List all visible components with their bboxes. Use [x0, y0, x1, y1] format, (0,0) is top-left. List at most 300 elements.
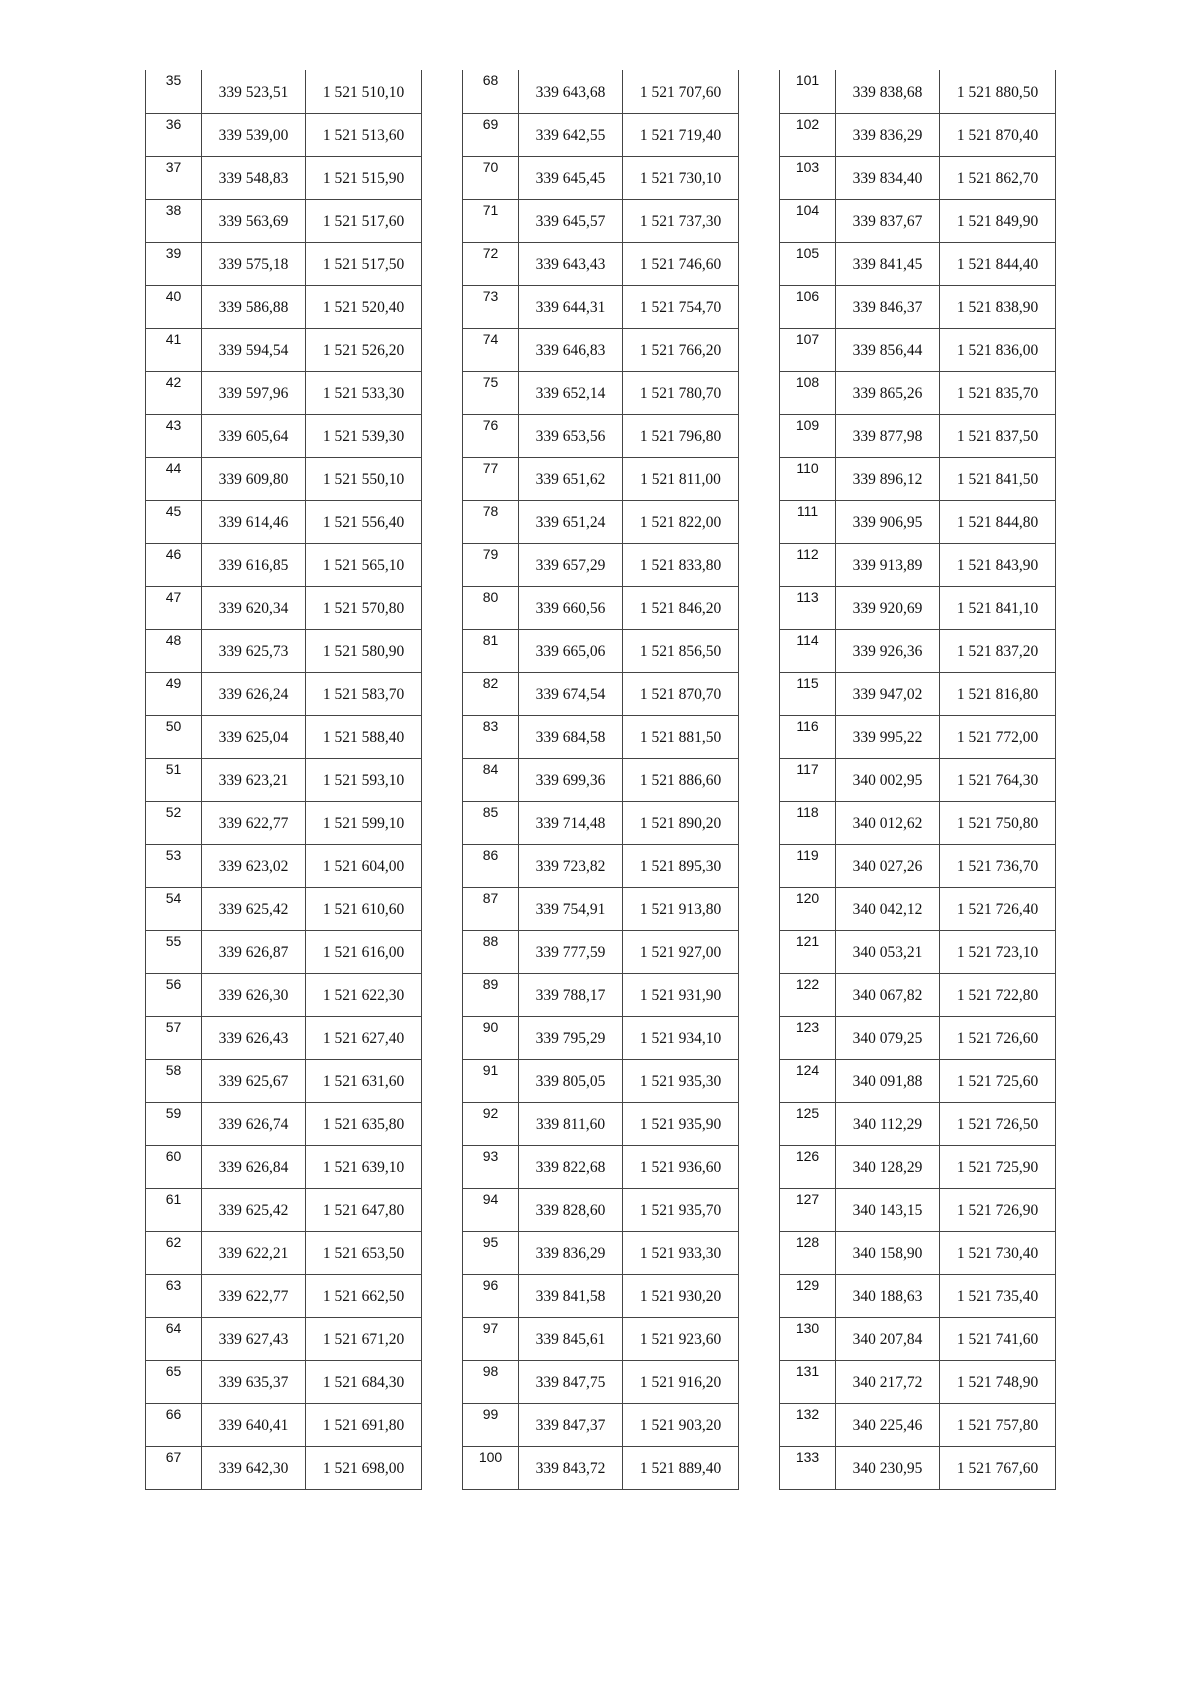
point-number: 56 — [165, 975, 182, 992]
point-number-cell — [463, 672, 519, 715]
x-coordinate: 339 609,80 — [218, 471, 289, 488]
y-coordinate-cell — [306, 1059, 422, 1102]
point-number: 104 — [795, 201, 820, 218]
y-coordinate-cell — [940, 1059, 1056, 1102]
y-coordinate: 1 521 767,60 — [956, 1460, 1039, 1477]
table-row — [780, 844, 1056, 887]
y-coordinate-cell — [940, 1360, 1056, 1403]
y-coordinate: 1 521 550,10 — [322, 471, 405, 488]
y-coordinate-cell — [306, 156, 422, 199]
table-row — [146, 930, 422, 973]
y-coordinate: 1 521 725,90 — [956, 1159, 1039, 1176]
table-row — [146, 1145, 422, 1188]
x-coordinate-cell — [519, 801, 623, 844]
table-row — [146, 414, 422, 457]
x-coordinate-cell — [519, 285, 623, 328]
point-number-cell — [146, 1102, 202, 1145]
table-row — [780, 543, 1056, 586]
point-number-cell — [780, 1145, 836, 1188]
table-row — [463, 801, 739, 844]
x-coordinate-cell — [202, 156, 306, 199]
y-coordinate-cell — [940, 1317, 1056, 1360]
x-coordinate-cell — [519, 1446, 623, 1489]
x-coordinate-cell — [519, 887, 623, 930]
y-coordinate: 1 521 916,20 — [639, 1374, 722, 1391]
point-number-cell — [146, 1231, 202, 1274]
point-number: 116 — [796, 717, 819, 734]
y-coordinate: 1 521 822,00 — [639, 514, 722, 531]
point-number-cell — [463, 285, 519, 328]
x-coordinate-cell — [202, 1231, 306, 1274]
point-number: 126 — [795, 1147, 820, 1164]
table-row — [780, 973, 1056, 1016]
x-coordinate: 339 626,87 — [218, 944, 289, 961]
x-coordinate-cell — [202, 1446, 306, 1489]
table-row — [463, 1403, 739, 1446]
table-row — [780, 1446, 1056, 1489]
table-row — [146, 629, 422, 672]
table-row — [463, 199, 739, 242]
table-row — [146, 844, 422, 887]
table-row — [780, 70, 1056, 113]
y-coordinate-cell — [940, 629, 1056, 672]
y-coordinate: 1 521 835,70 — [956, 385, 1039, 402]
table-row — [146, 801, 422, 844]
point-number-cell — [146, 500, 202, 543]
x-coordinate: 339 635,37 — [218, 1374, 289, 1391]
x-coordinate: 339 660,56 — [535, 600, 606, 617]
point-number-cell — [463, 1446, 519, 1489]
table-row — [146, 1102, 422, 1145]
table-row — [146, 973, 422, 1016]
x-coordinate-cell — [202, 1403, 306, 1446]
point-number: 120 — [795, 889, 820, 906]
x-coordinate-cell — [836, 543, 940, 586]
y-coordinate: 1 521 725,60 — [956, 1073, 1039, 1090]
y-coordinate-cell — [623, 930, 739, 973]
point-number-cell — [780, 930, 836, 973]
x-coordinate: 340 128,29 — [852, 1159, 923, 1176]
y-coordinate-cell — [623, 1231, 739, 1274]
x-coordinate: 340 053,21 — [852, 944, 923, 961]
x-coordinate-cell — [836, 1016, 940, 1059]
table-row — [463, 758, 739, 801]
x-coordinate-cell — [202, 1317, 306, 1360]
y-coordinate: 1 521 836,00 — [956, 342, 1039, 359]
table-row — [463, 1145, 739, 1188]
x-coordinate: 339 614,46 — [218, 514, 289, 531]
y-coordinate-cell — [306, 113, 422, 156]
point-number: 99 — [482, 1405, 499, 1422]
x-coordinate: 339 622,77 — [218, 815, 289, 832]
y-coordinate-cell — [623, 285, 739, 328]
table-row — [780, 113, 1056, 156]
x-coordinate-cell — [836, 930, 940, 973]
y-coordinate: 1 521 935,70 — [639, 1202, 722, 1219]
coordinate-table-body — [463, 70, 739, 1489]
point-number-cell — [146, 1016, 202, 1059]
point-number: 117 — [796, 760, 819, 777]
point-number-cell — [463, 414, 519, 457]
point-number-cell — [146, 199, 202, 242]
y-coordinate-cell — [940, 1188, 1056, 1231]
y-coordinate: 1 521 730,40 — [956, 1245, 1039, 1262]
x-coordinate-cell — [202, 70, 306, 113]
y-coordinate: 1 521 635,80 — [322, 1116, 405, 1133]
x-coordinate-cell — [519, 457, 623, 500]
point-number: 53 — [165, 846, 182, 863]
x-coordinate-cell — [202, 113, 306, 156]
y-coordinate: 1 521 604,00 — [322, 858, 405, 875]
x-coordinate-cell — [202, 629, 306, 672]
x-coordinate: 339 625,42 — [218, 1202, 289, 1219]
x-coordinate: 339 622,21 — [218, 1245, 289, 1262]
table-row — [146, 715, 422, 758]
table-row — [780, 672, 1056, 715]
table-row — [780, 586, 1056, 629]
y-coordinate-cell — [940, 672, 1056, 715]
table-row — [146, 371, 422, 414]
point-number-cell — [780, 199, 836, 242]
y-coordinate-cell — [306, 1016, 422, 1059]
point-number-cell — [146, 371, 202, 414]
x-coordinate-cell — [836, 586, 940, 629]
point-number-cell — [146, 586, 202, 629]
point-number-cell — [463, 758, 519, 801]
x-coordinate: 339 926,36 — [852, 643, 923, 660]
y-coordinate: 1 521 736,70 — [956, 858, 1039, 875]
table-row — [780, 887, 1056, 930]
table-row — [463, 1446, 739, 1489]
point-number: 81 — [482, 631, 499, 648]
x-coordinate: 340 067,82 — [852, 987, 923, 1004]
x-coordinate: 339 847,75 — [535, 1374, 606, 1391]
x-coordinate: 340 027,26 — [852, 858, 923, 875]
point-number-cell — [463, 1059, 519, 1102]
x-coordinate-cell — [836, 1317, 940, 1360]
point-number: 39 — [165, 244, 182, 261]
x-coordinate: 339 795,29 — [535, 1030, 606, 1047]
x-coordinate: 339 653,56 — [535, 428, 606, 445]
x-coordinate: 340 112,29 — [852, 1116, 923, 1133]
point-number-cell — [780, 242, 836, 285]
y-coordinate-cell — [623, 1317, 739, 1360]
table-row — [146, 1403, 422, 1446]
x-coordinate: 339 896,12 — [852, 471, 923, 488]
y-coordinate-cell — [306, 543, 422, 586]
y-coordinate-cell — [940, 242, 1056, 285]
y-coordinate-cell — [623, 844, 739, 887]
point-number-cell — [780, 758, 836, 801]
point-number: 83 — [482, 717, 499, 734]
table-row — [463, 543, 739, 586]
x-coordinate-cell — [519, 113, 623, 156]
point-number: 41 — [165, 330, 182, 347]
y-coordinate-cell — [940, 1231, 1056, 1274]
y-coordinate: 1 521 846,20 — [639, 600, 722, 617]
point-number: 54 — [165, 889, 182, 906]
y-coordinate: 1 521 927,00 — [639, 944, 722, 961]
x-coordinate: 340 143,15 — [852, 1202, 923, 1219]
point-number: 65 — [165, 1362, 182, 1379]
x-coordinate-cell — [202, 586, 306, 629]
point-number: 44 — [165, 459, 182, 476]
x-coordinate-cell — [836, 199, 940, 242]
y-coordinate: 1 521 599,10 — [322, 815, 405, 832]
point-number: 43 — [165, 416, 182, 433]
x-coordinate-cell — [836, 500, 940, 543]
point-number-cell — [780, 586, 836, 629]
point-number-cell — [780, 1102, 836, 1145]
y-coordinate-cell — [623, 1102, 739, 1145]
y-coordinate-cell — [940, 1145, 1056, 1188]
y-coordinate-cell — [940, 1102, 1056, 1145]
point-number: 52 — [165, 803, 182, 820]
table-row — [780, 285, 1056, 328]
table-row — [146, 156, 422, 199]
y-coordinate: 1 521 684,30 — [322, 1374, 405, 1391]
point-number: 111 — [796, 502, 819, 519]
point-number: 37 — [165, 158, 182, 175]
point-number-cell — [780, 1403, 836, 1446]
table-row — [780, 1059, 1056, 1102]
x-coordinate: 339 539,00 — [218, 127, 289, 144]
point-number-cell — [146, 1274, 202, 1317]
point-number: 97 — [482, 1319, 499, 1336]
x-coordinate-cell — [519, 629, 623, 672]
x-coordinate: 340 042,12 — [852, 901, 923, 918]
point-number: 58 — [165, 1061, 182, 1078]
x-coordinate-cell — [836, 1446, 940, 1489]
y-coordinate: 1 521 593,10 — [322, 772, 405, 789]
point-number-cell — [780, 285, 836, 328]
y-coordinate: 1 521 889,40 — [639, 1460, 722, 1477]
x-coordinate-cell — [519, 543, 623, 586]
y-coordinate-cell — [623, 973, 739, 1016]
x-coordinate-cell — [519, 586, 623, 629]
y-coordinate-cell — [940, 328, 1056, 371]
y-coordinate-cell — [306, 285, 422, 328]
y-coordinate: 1 521 772,00 — [956, 729, 1039, 746]
table-row — [780, 328, 1056, 371]
x-coordinate: 339 563,69 — [218, 213, 289, 230]
y-coordinate: 1 521 890,20 — [639, 815, 722, 832]
y-coordinate-cell — [623, 1403, 739, 1446]
point-number-cell — [463, 1360, 519, 1403]
point-number: 118 — [796, 803, 819, 820]
x-coordinate-cell — [836, 328, 940, 371]
point-number-cell — [780, 70, 836, 113]
point-number-cell — [780, 672, 836, 715]
y-coordinate: 1 521 588,40 — [322, 729, 405, 746]
y-coordinate: 1 521 698,00 — [322, 1460, 405, 1477]
x-coordinate: 340 158,90 — [852, 1245, 923, 1262]
x-coordinate: 339 640,41 — [218, 1417, 289, 1434]
x-coordinate: 339 947,02 — [852, 686, 923, 703]
y-coordinate-cell — [306, 199, 422, 242]
point-number: 48 — [165, 631, 182, 648]
x-coordinate: 339 714,48 — [535, 815, 606, 832]
table-row — [146, 586, 422, 629]
point-number: 132 — [795, 1405, 820, 1422]
y-coordinate-cell — [940, 844, 1056, 887]
y-coordinate: 1 521 748,90 — [956, 1374, 1039, 1391]
point-number: 45 — [165, 502, 182, 519]
point-number-cell — [146, 285, 202, 328]
x-coordinate: 339 575,18 — [218, 256, 289, 273]
point-number: 96 — [482, 1276, 499, 1293]
x-coordinate-cell — [519, 973, 623, 1016]
table-row — [463, 1188, 739, 1231]
x-coordinate: 339 625,67 — [218, 1073, 289, 1090]
y-coordinate-cell — [623, 457, 739, 500]
point-number-cell — [463, 70, 519, 113]
point-number-cell — [780, 1059, 836, 1102]
x-coordinate-cell — [836, 1274, 940, 1317]
y-coordinate-cell — [306, 629, 422, 672]
x-coordinate-cell — [836, 371, 940, 414]
coordinate-table-1 — [145, 70, 422, 1490]
x-coordinate: 339 642,55 — [535, 127, 606, 144]
y-coordinate-cell — [623, 70, 739, 113]
y-coordinate-cell — [623, 672, 739, 715]
point-number-cell — [780, 1274, 836, 1317]
x-coordinate-cell — [202, 1016, 306, 1059]
x-coordinate: 339 920,69 — [852, 600, 923, 617]
x-coordinate: 339 651,62 — [535, 471, 606, 488]
table-row — [146, 887, 422, 930]
point-number-cell — [463, 844, 519, 887]
y-coordinate: 1 521 616,00 — [322, 944, 405, 961]
point-number-cell — [146, 457, 202, 500]
table-row — [463, 1059, 739, 1102]
point-number: 46 — [165, 545, 182, 562]
point-number: 70 — [482, 158, 499, 175]
point-number-cell — [146, 1317, 202, 1360]
y-coordinate-cell — [940, 973, 1056, 1016]
y-coordinate: 1 521 691,80 — [322, 1417, 405, 1434]
x-coordinate: 339 684,58 — [535, 729, 606, 746]
y-coordinate: 1 521 570,80 — [322, 600, 405, 617]
y-coordinate-cell — [306, 500, 422, 543]
x-coordinate-cell — [202, 801, 306, 844]
y-coordinate: 1 521 886,60 — [639, 772, 722, 789]
x-coordinate: 339 652,14 — [535, 385, 606, 402]
point-number-cell — [146, 629, 202, 672]
x-coordinate: 339 626,74 — [218, 1116, 289, 1133]
table-row — [780, 1317, 1056, 1360]
table-row — [780, 758, 1056, 801]
y-coordinate-cell — [940, 543, 1056, 586]
point-number: 110 — [796, 459, 819, 476]
y-coordinate-cell — [623, 1188, 739, 1231]
point-number: 77 — [482, 459, 499, 476]
y-coordinate-cell — [940, 930, 1056, 973]
x-coordinate-cell — [202, 1188, 306, 1231]
point-number: 64 — [165, 1319, 182, 1336]
y-coordinate-cell — [623, 1274, 739, 1317]
x-coordinate-cell — [836, 973, 940, 1016]
point-number-cell — [146, 1403, 202, 1446]
y-coordinate: 1 521 735,40 — [956, 1288, 1039, 1305]
x-coordinate: 339 828,60 — [535, 1202, 606, 1219]
point-number-cell — [463, 715, 519, 758]
x-coordinate-cell — [519, 1188, 623, 1231]
x-coordinate-cell — [836, 629, 940, 672]
x-coordinate-cell — [836, 457, 940, 500]
y-coordinate: 1 521 556,40 — [322, 514, 405, 531]
table-row — [463, 1274, 739, 1317]
point-number: 124 — [795, 1061, 820, 1078]
y-coordinate: 1 521 533,30 — [322, 385, 405, 402]
x-coordinate-cell — [519, 1274, 623, 1317]
y-coordinate: 1 521 526,20 — [322, 342, 405, 359]
y-coordinate: 1 521 510,10 — [322, 84, 405, 101]
point-number-cell — [780, 973, 836, 1016]
point-number: 105 — [795, 244, 820, 261]
x-coordinate: 339 777,59 — [535, 944, 606, 961]
y-coordinate-cell — [623, 242, 739, 285]
point-number-cell — [780, 1446, 836, 1489]
y-coordinate-cell — [306, 1317, 422, 1360]
y-coordinate-cell — [623, 328, 739, 371]
y-coordinate: 1 521 870,40 — [956, 127, 1039, 144]
point-number: 87 — [482, 889, 499, 906]
x-coordinate-cell — [836, 758, 940, 801]
table-row — [780, 1360, 1056, 1403]
table-row — [146, 1016, 422, 1059]
y-coordinate: 1 521 933,30 — [639, 1245, 722, 1262]
y-coordinate-cell — [940, 414, 1056, 457]
x-coordinate: 339 597,96 — [218, 385, 289, 402]
point-number-cell — [463, 1102, 519, 1145]
table-row — [463, 1317, 739, 1360]
point-number: 91 — [482, 1061, 499, 1078]
x-coordinate-cell — [519, 70, 623, 113]
point-number-cell — [146, 758, 202, 801]
table-row — [146, 1274, 422, 1317]
table-row — [780, 1231, 1056, 1274]
table-row — [463, 715, 739, 758]
y-coordinate-cell — [940, 113, 1056, 156]
point-number-cell — [463, 113, 519, 156]
y-coordinate: 1 521 647,80 — [322, 1202, 405, 1219]
y-coordinate: 1 521 580,90 — [322, 643, 405, 660]
table-row — [463, 973, 739, 1016]
x-coordinate-cell — [202, 414, 306, 457]
x-coordinate: 340 002,95 — [852, 772, 923, 789]
y-coordinate-cell — [623, 1059, 739, 1102]
point-number: 50 — [165, 717, 182, 734]
point-number: 113 — [796, 588, 819, 605]
x-coordinate: 339 865,26 — [852, 385, 923, 402]
x-coordinate-cell — [519, 1145, 623, 1188]
y-coordinate: 1 521 513,60 — [322, 127, 405, 144]
point-number-cell — [780, 371, 836, 414]
y-coordinate: 1 521 913,80 — [639, 901, 722, 918]
y-coordinate-cell — [940, 457, 1056, 500]
y-coordinate-cell — [306, 758, 422, 801]
point-number-cell — [463, 199, 519, 242]
point-number: 85 — [482, 803, 499, 820]
point-number-cell — [780, 1016, 836, 1059]
x-coordinate-cell — [836, 844, 940, 887]
table-row — [463, 629, 739, 672]
point-number: 76 — [482, 416, 499, 433]
x-coordinate-cell — [836, 715, 940, 758]
x-coordinate-cell — [836, 1188, 940, 1231]
x-coordinate: 339 623,02 — [218, 858, 289, 875]
